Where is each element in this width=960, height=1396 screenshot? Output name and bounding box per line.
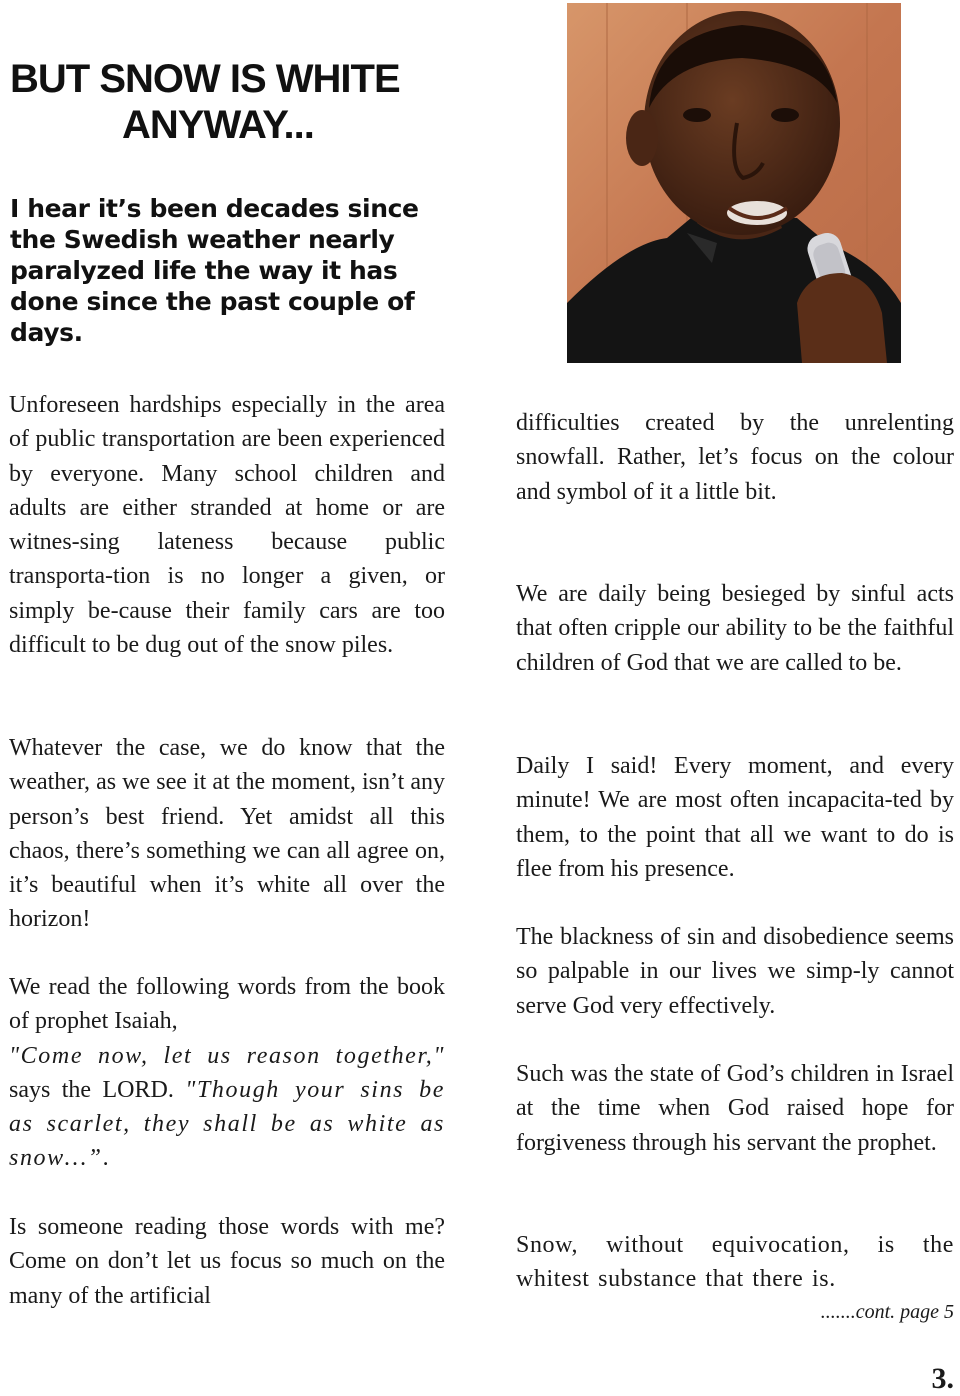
isaiah-intro: We read the following words from the book of prophet Isaiah, bbox=[9, 974, 445, 1035]
right-paragraph-3: Daily I said! Every moment, and every minute! We are most often incapacita-ted by them, to the point that all we want to do is flee from his presence. bbox=[516, 753, 954, 882]
isaiah-quote-2: "Though your sins be as scarlet, they shall be as white as snow…” bbox=[9, 1076, 445, 1172]
speaker-portrait-photo bbox=[567, 3, 901, 363]
title-line-2: ANYWAY... bbox=[122, 103, 314, 147]
isaiah-quote-1: "Come now, let us reason together," bbox=[9, 1042, 445, 1069]
left-paragraph-2: Whatever the case, we do know that the weather, as we see it at the moment, isn’t any person’s best friend. Yet amidst all this chaos, there’s something we can all agree on, it’s beautiful when it’s white all over the horizon! bbox=[9, 735, 445, 933]
lead-paragraph: I hear it’s been decades since the Swedish weather nearly paralyzed life the way it has done since the past couple of days. bbox=[10, 194, 419, 347]
title-line-1: BUT SNOW IS WHITE bbox=[10, 57, 400, 101]
isaiah-end: . bbox=[102, 1145, 109, 1172]
right-paragraph-4: The blackness of sin and disobedience seems so palpable in our lives we simp-ly cannot serve God very effectively. bbox=[516, 924, 954, 1019]
right-paragraph-1: difficulties created by the unrelenting snowfall. Rather, let’s focus on the colour and symbol of it a little bit. bbox=[516, 410, 954, 505]
continued-note: .......cont. page 5 bbox=[820, 1301, 954, 1323]
left-paragraph-1: Unforeseen hardships especially in the area of public transportation are been experienced by everyone. Many school children and adults are either stranded at home or are witnes-sing lateness because public transporta-tion is no longer a given, or simply be-cause their family cars are too difficult to be dug out of the snow piles. bbox=[9, 392, 445, 659]
right-paragraph-5: Such was the state of God’s children in Israel at the time when God raised hope for forgiveness through his servant the prophet. bbox=[516, 1061, 954, 1156]
speaker-portrait-icon bbox=[567, 3, 901, 363]
page-number: 3. bbox=[931, 1362, 954, 1395]
article-title bbox=[10, 56, 450, 148]
isaiah-says: says the LORD. bbox=[9, 1076, 186, 1103]
left-paragraph-3 bbox=[9, 970, 445, 1176]
left-paragraph-4: Is someone reading those words with me? Come on don’t let us focus so much on the many of the artificial bbox=[9, 1214, 445, 1309]
right-paragraph-6: Snow, without equivocation, is the whitest substance that there is. bbox=[516, 1232, 954, 1293]
right-paragraph-2: We are daily being besieged by sinful acts that often cripple our ability to be the faithful children of God that we are called to be. bbox=[516, 581, 954, 676]
